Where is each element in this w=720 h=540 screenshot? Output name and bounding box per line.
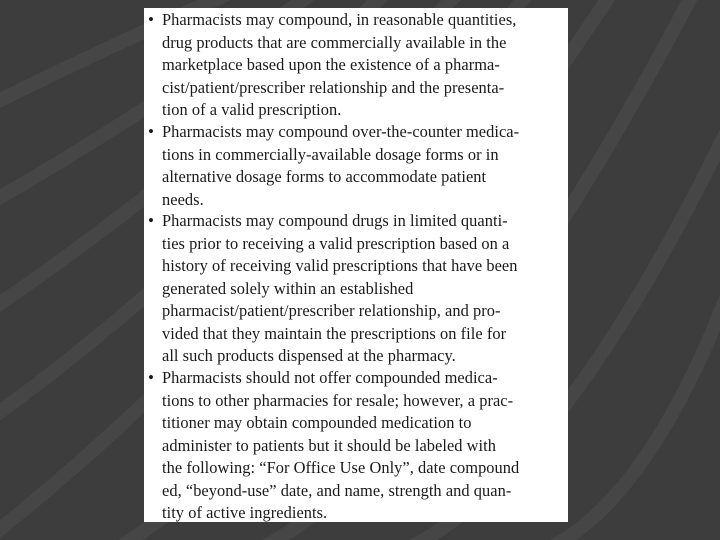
text-line: ties prior to receiving a valid prescription based on a	[162, 233, 510, 253]
bullet-icon: •	[148, 10, 154, 29]
text-line: titioner may obtain compounded medication to	[162, 413, 472, 432]
text-line: administer to patients but it should be labeled with	[162, 435, 496, 455]
text-line: Pharmacists may compound, in reasonable quantities,	[162, 10, 517, 29]
text-line: all such products dispensed at the pharmacy.	[162, 346, 456, 365]
text-line: alternative dosage forms to accommodate patient	[162, 167, 487, 186]
text-line: pharmacist/patient/prescriber relationship, and pro-	[162, 301, 501, 320]
document-panel	[144, 8, 568, 522]
text-line: cist/patient/prescriber relationship and the presenta-	[162, 77, 505, 97]
text-line: tions in commercially-available dosage forms or in	[162, 144, 499, 164]
text-line: tions to other pharmacies for resale; however, a prac-	[162, 390, 514, 410]
text-line: drug products that are commercially available in the	[162, 32, 507, 52]
text-line: ed, “beyond-use” date, and name, strength and quan-	[162, 480, 512, 500]
text-line: vided that they maintain the prescriptions on file for	[162, 323, 507, 343]
text-line: tion of a valid prescription.	[162, 100, 342, 119]
text-line: needs.	[162, 189, 204, 209]
text-line: history of receiving valid prescriptions that have been	[162, 256, 518, 275]
bullet-icon: •	[148, 368, 154, 387]
bullet-icon: •	[148, 211, 154, 230]
text-line: tity of active ingredients.	[162, 503, 328, 522]
bullet-icon: •	[148, 122, 154, 141]
text-line: Pharmacists should not offer compounded medica-	[162, 368, 498, 387]
text-line: Pharmacists may compound over-the-counter medica-	[162, 122, 520, 141]
text-line: Pharmacists may compound drugs in limited quanti-	[162, 211, 508, 230]
text-line: the following: “For Office Use Only”, date compound	[162, 458, 520, 477]
text-line: marketplace based upon the existence of a pharma-	[162, 55, 500, 74]
text-line: generated solely within an established	[162, 278, 414, 298]
